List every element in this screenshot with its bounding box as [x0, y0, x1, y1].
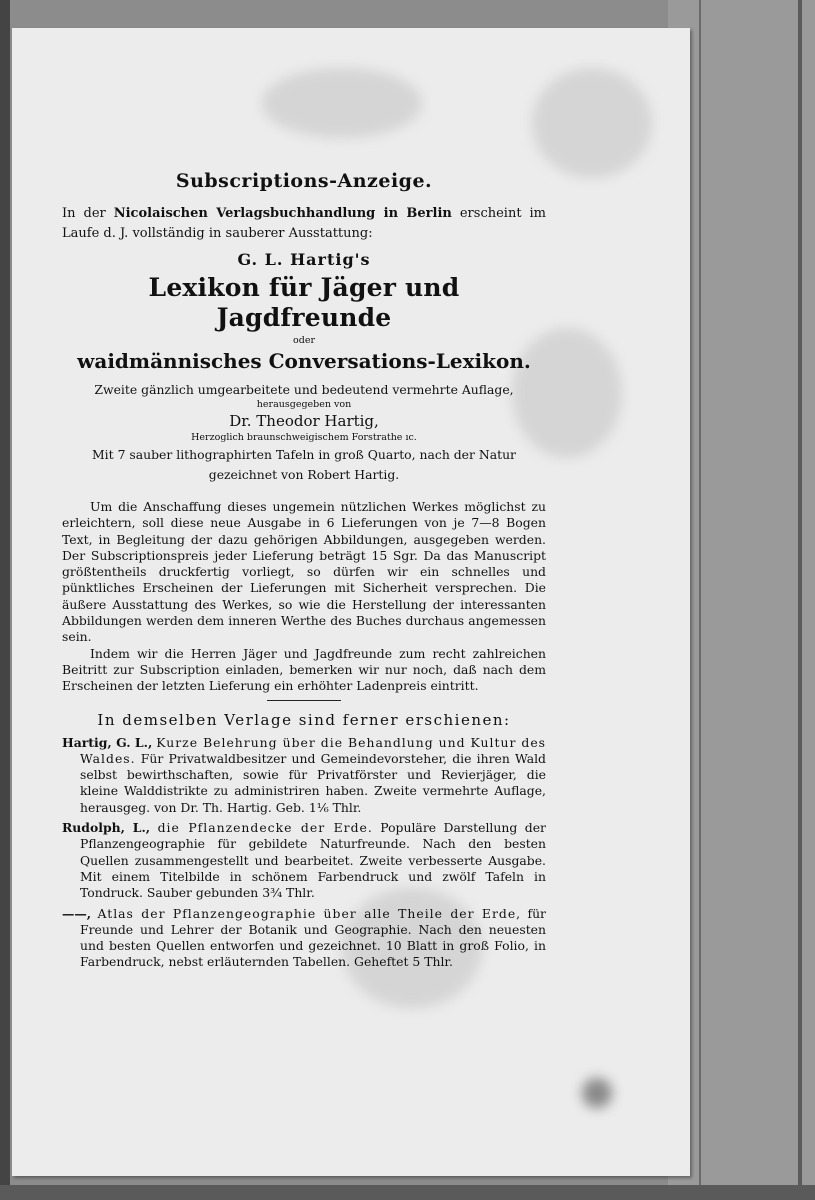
book-entry-text: Für Privatwaldbesitzer und Gemeindevorsteher, die ihren Wald selbst bewirthschaften, sowie für Privatförster und Revierjäger, die kleine Walddistrikte zu administriren haben. Zweite vermehrte Auflage, herausgeg. von Dr. Th. Hartig. Geb. 1⅙ Thlr. — [80, 750, 546, 815]
book-entry-author: ——, — [62, 905, 92, 921]
book-entry — [62, 735, 546, 816]
editor-title: Herzoglich braunschweigischem Forstrathe ıc. — [191, 432, 417, 443]
also-published-heading: In demselben Verlage sind ferner erschienen: — [97, 710, 511, 729]
book-entry-text: Populäre Darstellung der Pflanzengeographie für gebildete Naturfreunde. Nach den besten Quellen zusammengestellt und bearbeitet. Zweite verbesserte Ausgabe. Mit einem Titelbilde in schönem Farbendruck und zwölf Tafeln in Tondruck. Sauber gebunden 3¾ Thlr. — [80, 820, 546, 901]
description-section — [62, 499, 546, 695]
author-line: G. L. Hartig's — [237, 250, 371, 269]
description-paragraph: Um die Anschaffung dieses ungemein nützlichen Werkes möglichst zu erleichtern, soll diese neue Ausgabe in 6 Lieferungen von je 7—8 Bogen Text, in Begleitung der dazu gehörigen Abbildungen, ausgegeben werden. Der Subscriptionspreis jeder Lieferung beträgt 15 Sgr. Da das Manuscript größtentheils druckfertig vorliegt, so dürfen wir ein schnelles und pünktliches Erscheinen der Lieferungen mit Sicherheit versprechen. Die äußere Ausstattung des Werkes, so wie die Herstellung der interessanten Abbildungen werden dem inneren Werthe des Buches durchaus angemessen sein. — [62, 499, 546, 645]
document-content — [62, 170, 546, 975]
editor-name: Dr. Theodor Hartig, — [229, 412, 379, 430]
book-entry-author: Rudolph, L., — [62, 820, 151, 836]
ink-spot — [582, 1078, 612, 1108]
book-entry-title: Kurze Belehrung über die Behandlung und Kultur des Waldes. — [80, 734, 547, 766]
book-entry-title: die Pflanzendecke der Erde. — [157, 820, 373, 836]
intro-rest: erscheint im Laufe d. J. vollständig in sauberer Ausstattung: — [62, 206, 547, 241]
book-subtitle: waidmännisches Conversations-Lexikon. — [77, 349, 531, 373]
page-title: Subscriptions-Anzeige. — [175, 170, 433, 192]
oder-label: oder — [293, 335, 315, 346]
book-title: Lexikon für Jäger und Jagdfreunde — [148, 273, 460, 332]
intro-paragraph — [62, 204, 546, 244]
book-entry-text: für Freunde und Lehrer der Botanik und Geographie. Nach den neuesten und besten Quellen entworfen und gezeichnet. 10 Blatt in groß Folio, in Farbendruck, nebst erläuternden Tabellen. Geheftet 5 Thlr. — [80, 905, 546, 970]
section-divider — [267, 700, 341, 701]
edited-by-label: herausgegeben von — [256, 399, 352, 410]
paper-stain — [262, 68, 422, 138]
book-entry — [62, 906, 546, 971]
drawn-by-line: gezeichnet von Robert Hartig. — [208, 467, 400, 482]
publisher-name: Nicolaischen Verlagsbuchhandlung in Berlin — [113, 206, 452, 221]
plates-line: Mit 7 sauber lithographirten Tafeln in groß Quarto, nach der Natur — [92, 447, 516, 462]
intro-prefix: In der — [62, 206, 106, 221]
paper-stain — [532, 68, 652, 178]
description-paragraph: Indem wir die Herren Jäger und Jagdfreunde zum recht zahlreichen Beitritt zur Subscription einladen, bemerken wir nur noch, daß nach dem Erscheinen der letzten Lieferung ein erhöhter Ladenpreis eintritt. — [62, 645, 546, 694]
book-entry-title: Atlas der Pflanzengeographie über alle Theile der Erde, — [97, 905, 522, 921]
edition-line: Zweite gänzlich umgearbeitete und bedeutend vermehrte Auflage, — [94, 382, 514, 397]
book-entry — [62, 820, 546, 901]
book-entry-author: Hartig, G. L., — [62, 734, 153, 750]
